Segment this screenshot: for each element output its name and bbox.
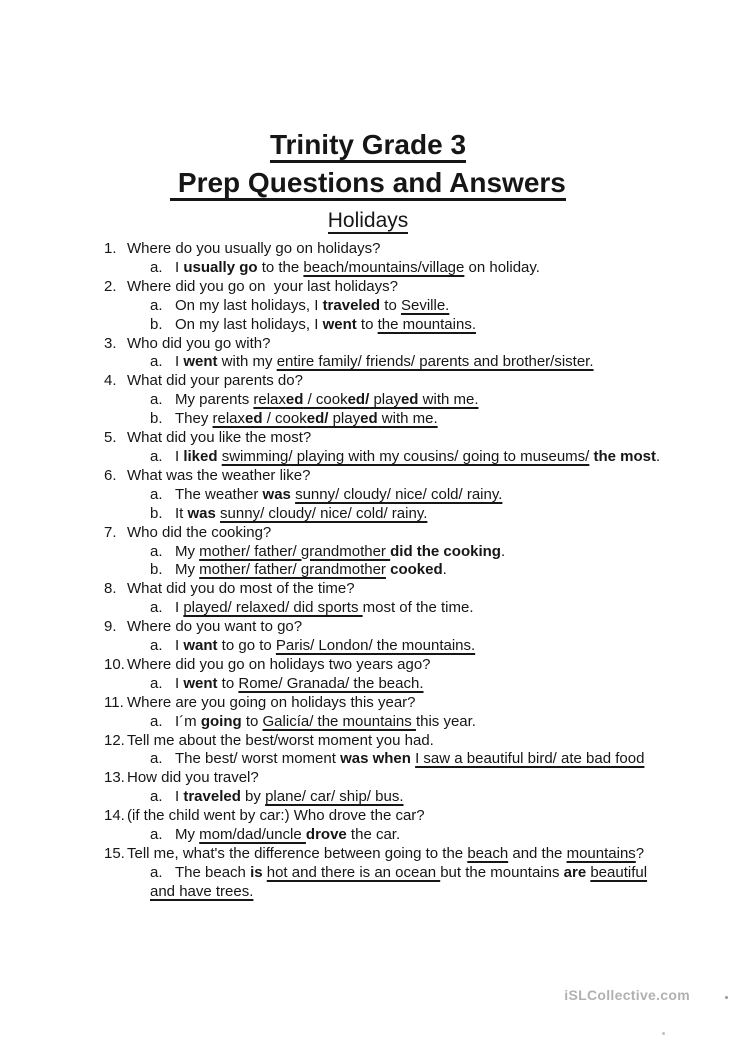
answer-label: a. [150,863,163,881]
text-segment: beach/mountains/village [303,258,465,276]
text-segment: the mountains. [377,315,476,333]
text-segment: went [183,674,218,692]
text-segment: I´m [175,712,201,730]
text-segment: with my [217,353,277,371]
text-segment: ? [635,845,645,862]
text-segment: Seville. [400,296,450,314]
answer-text [175,713,476,730]
text-segment: . [500,542,506,560]
answer-row [0,543,736,562]
text-segment: traveled [322,296,381,314]
text-segment: was when [340,750,411,768]
answer-text [175,543,505,560]
answer-text [175,448,660,465]
text-segment: mother/ father/ grandmother [199,561,386,579]
text-segment: I [175,353,184,371]
text-segment: with me. [377,410,438,428]
text-segment: beautiful [590,863,648,881]
text-segment: On my last holidays, I [175,315,323,333]
question-text [127,467,310,484]
question-row [0,769,736,788]
answer-row [0,713,736,732]
answer-text [175,505,427,522]
question-number: 4. [104,372,117,390]
text-segment: My [175,561,200,579]
text-segment: ed [245,410,263,428]
text-segment: I [175,788,184,806]
text-segment: to the [257,258,304,276]
answer-label: a. [150,712,163,730]
answer-row [0,864,736,902]
question-text [127,845,644,862]
text-segment: I [175,674,184,692]
text-segment: The weather [175,485,263,503]
answer-text [175,637,475,654]
text-segment: drove [305,826,347,844]
answer-label: b. [150,410,163,428]
text-segment: relax [253,391,286,409]
text-segment: Tell me about the best/worst moment you had. [127,731,434,749]
speck-dot [725,996,728,999]
text-segment: the most [593,447,657,465]
text-segment: Who did you go with? [127,334,271,352]
answer-row [0,353,736,372]
answer-row [0,259,736,278]
text-segment: My parents [175,391,254,409]
answer-row [0,486,736,505]
title-line-1-text: Trinity Grade 3 [270,129,466,163]
answer-row [0,505,736,524]
question-row [0,807,736,826]
question-text [127,524,271,541]
answer-text [175,561,447,578]
text-segment: usually go [183,258,258,276]
question-row [0,618,736,637]
question-text [127,769,259,786]
text-segment: on holiday. [464,258,540,276]
question-text [127,732,434,749]
text-segment: The best/ worst moment [175,750,341,768]
answer-row [0,391,736,410]
text-segment: Where do you usually go on holidays? [127,240,381,257]
text-segment: What did your parents do? [127,372,303,390]
text-segment: mom/dad/uncle [199,826,306,844]
answer-label: a. [150,391,163,409]
question-number: 13. [104,769,125,787]
text-segment: I [175,447,184,465]
question-number: 5. [104,429,117,447]
answer-label: b. [150,561,163,579]
speck-dot [662,1032,665,1035]
question-number: 9. [104,618,117,636]
title-line-2 [0,164,736,202]
text-segment: to [380,296,401,314]
question-row [0,335,736,354]
text-segment: They [175,410,213,428]
answer-text [175,599,474,616]
question-row [0,429,736,448]
text-segment: did the cooking [390,542,501,560]
text-segment: to [217,674,239,692]
text-segment: On my last holidays, I [175,296,323,314]
answer-row [0,788,736,807]
answer-text [175,788,404,805]
question-text [127,807,425,824]
question-text [127,240,381,257]
text-segment: . [442,561,447,579]
text-segment: Who did the cooking? [127,523,272,541]
text-segment: sunny/ cloudy/ nice/ cold/ rainy. [220,504,428,522]
text-segment: was [187,504,216,522]
text-segment: Galicía/ the mountains [262,712,416,730]
answer-text [175,259,540,276]
text-segment: played/ relaxed/ did sports [183,599,363,617]
text-segment: want [183,637,218,655]
question-row [0,694,736,713]
title-line-1 [0,126,736,164]
text-segment: traveled [183,788,241,806]
answer-label: a. [150,599,163,617]
text-segment: are [563,863,587,881]
questions-list [0,240,736,902]
answer-label: b. [150,315,163,333]
answer-row [0,750,736,769]
text-segment: relax [212,410,246,428]
question-text [127,618,302,635]
answer-row [0,599,736,618]
answer-row [0,675,736,694]
question-number: 7. [104,523,117,541]
question-row [0,732,736,751]
answer-text [175,316,476,333]
text-segment: play [328,410,361,428]
answer-row [0,448,736,467]
question-row [0,845,736,864]
question-text [127,656,431,673]
answer-row [0,637,736,656]
question-number: 14. [104,807,125,825]
text-segment: My [175,542,200,560]
question-text [127,372,303,389]
question-number: 10. [104,655,125,673]
text-segment: I [175,637,184,655]
text-segment: sunny/ cloudy/ nice/ cold/ rainy. [295,485,503,503]
text-segment: ed [400,391,419,409]
text-segment: most of the time. [362,599,474,617]
text-segment: ed/ [306,410,329,428]
answer-label: a. [150,674,163,692]
subtitle-text: Holidays [327,209,409,232]
text-segment: ed [285,391,304,409]
answer-text [175,750,644,767]
text-segment: Paris/ London/ the mountains. [275,637,476,655]
answer-row [0,826,736,845]
answer-label: a. [150,258,163,276]
document-header [0,0,736,239]
text-segment: What was the weather like? [127,466,311,484]
answer-label: a. [150,826,163,844]
answer-row [0,316,736,335]
text-segment: Where did you go on your last holidays? [127,277,398,295]
answer-text [175,486,502,503]
text-segment: the car. [346,826,401,844]
text-segment: to [241,712,263,730]
question-number: 6. [104,466,117,484]
text-segment: . [656,447,661,465]
text-segment: was [262,485,291,503]
text-segment: going [200,712,242,730]
text-segment: hot and there is an ocean [266,863,441,881]
document-subtitle [0,202,736,239]
text-segment: I [175,258,184,276]
text-segment: and have trees. [150,882,254,900]
question-number: 15. [104,845,125,862]
text-segment: went [322,315,357,333]
text-segment: cooked [390,561,443,579]
text-segment: but the mountains [440,863,564,881]
text-segment: is [250,863,263,881]
text-segment: / cook [303,391,348,409]
question-number: 1. [104,240,117,257]
text-segment: Tell me, what's the difference between going to the [127,845,468,862]
question-text [127,278,398,295]
answer-text [175,297,449,314]
text-segment: The beach [175,863,251,881]
question-row [0,372,736,391]
text-segment: ed/ [347,391,370,409]
text-segment: this year. [415,712,476,730]
text-segment: I saw a beautiful bird/ ate bad food [415,750,645,768]
question-text [127,429,311,446]
answer-text [175,353,594,370]
answer-label: a. [150,637,163,655]
question-text [127,580,355,597]
question-row [0,278,736,297]
question-row [0,580,736,599]
text-segment: with me. [418,391,479,409]
text-segment: went [183,353,218,371]
answer-text [175,391,479,408]
answer-label: a. [150,788,163,806]
answer-label: a. [150,447,163,465]
answer-label: a. [150,750,163,768]
text-segment: mother/ father/ grandmother [199,542,391,560]
text-segment: and the [508,845,567,862]
text-segment: play [369,391,401,409]
question-number: 2. [104,277,117,295]
text-segment: to go to [217,637,276,655]
answer-text [175,826,400,843]
answer-label: a. [150,353,163,371]
question-number: 11. [104,693,124,711]
text-segment: (if the child went by car:) Who drove the car? [127,807,425,825]
text-segment: entire family/ friends/ parents and brother/sister. [276,353,594,371]
answer-label: b. [150,504,163,522]
text-segment: swimming/ playing with my cousins/ going to museums/ [221,447,590,465]
question-row [0,656,736,675]
text-segment: My [175,826,200,844]
question-text [127,694,416,711]
question-number: 3. [104,334,117,352]
text-segment: / cook [262,410,307,428]
answer-row [0,297,736,316]
answer-row [0,410,736,429]
text-segment: mountains [566,845,636,862]
text-segment: How did you travel? [127,769,259,787]
question-row [0,240,736,259]
text-segment: liked [183,447,218,465]
answer-label: a. [150,296,163,314]
text-segment: What did you do most of the time? [127,580,355,598]
question-row [0,524,736,543]
text-segment: Where did you go on holidays two years ago? [127,655,431,673]
question-number: 8. [104,580,117,598]
text-segment: by [240,788,266,806]
answer-label: a. [150,485,163,503]
question-text [127,335,270,352]
question-row [0,467,736,486]
question-number: 12. [104,731,125,749]
answer-text [150,864,647,900]
text-segment: Rome/ Granada/ the beach. [238,674,424,692]
text-segment: It [175,504,188,522]
title-line-2-text: Prep Questions and Answers [170,167,566,201]
text-segment: I [175,599,184,617]
text-segment: beach [467,845,509,862]
text-segment: ed [360,410,378,428]
text-segment: Where do you want to go? [127,618,303,636]
text-segment: What did you like the most? [127,429,312,447]
answer-text [175,675,424,692]
answer-row [0,561,736,580]
text-segment: plane/ car/ ship/ bus. [265,788,404,806]
text-segment: Where are you going on holidays this year? [127,693,416,711]
answer-label: a. [150,542,163,560]
watermark: iSLCollective.com [564,987,690,1003]
answer-text [175,410,438,427]
text-segment: to [356,315,378,333]
